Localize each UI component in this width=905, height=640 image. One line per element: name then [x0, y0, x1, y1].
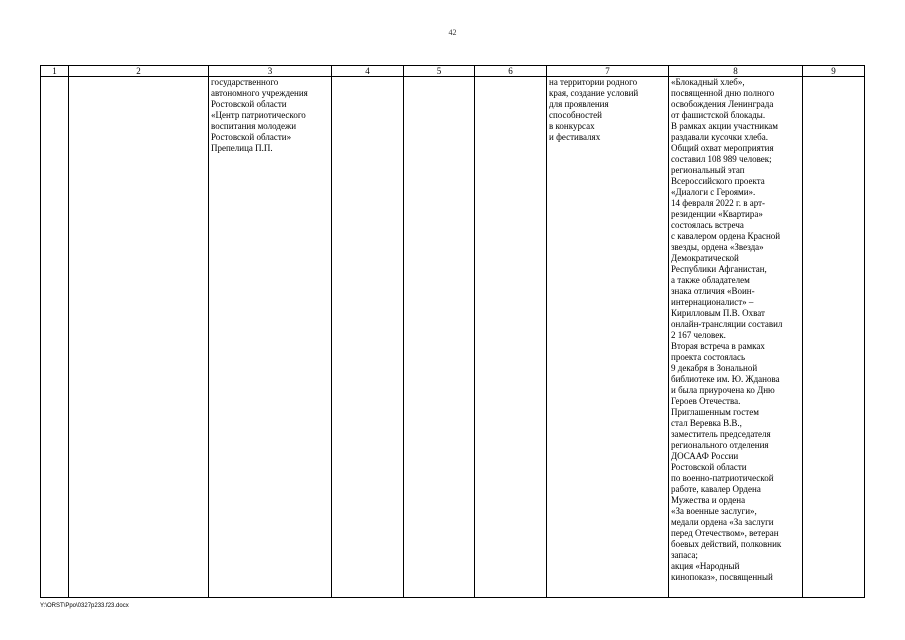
- cell-col-2-text: [71, 77, 206, 597]
- cell-col-5: [404, 77, 475, 598]
- cell-col-4: [332, 77, 404, 598]
- column-header-3: 3: [209, 66, 332, 77]
- cell-col-6-text: [477, 77, 544, 597]
- cell-col-6: [475, 77, 547, 598]
- page-number: 42: [448, 28, 457, 37]
- cell-col-3-text: государственного автономного учреждения Ростовской области «Центр патриотического воспитания молодежи Ростовской области» Препелица П.П.: [211, 77, 308, 153]
- cell-col-3: [209, 77, 332, 598]
- cell-col-2: [69, 77, 209, 598]
- column-header-8: 8: [669, 66, 803, 77]
- cell-col-5-text: [406, 77, 472, 597]
- document-table: [40, 65, 865, 598]
- cell-col-7-text: на территории родного края, создание условий для проявления способностей в конкурсах и фестивалях: [549, 77, 639, 142]
- column-header-4: 4: [332, 66, 404, 77]
- column-header-7: 7: [547, 66, 669, 77]
- cell-col-7: [547, 77, 669, 598]
- cell-col-1-text: [43, 77, 66, 597]
- table-row: [41, 77, 865, 598]
- cell-col-9: [803, 77, 865, 598]
- file-path-footer: Y:\ORST\Ppo\0327p233.f23.docx: [40, 603, 129, 609]
- column-header-9: 9: [803, 66, 865, 77]
- column-header-1: 1: [41, 66, 69, 77]
- cell-col-4-text: [334, 77, 401, 597]
- cell-col-1: [41, 77, 69, 598]
- cell-col-9-text: [805, 77, 862, 597]
- cell-col-8-text: «Блокадный хлеб», посвященной дню полного освобождения Ленинграда от фашистской блокады. В рамках акции участникам раздавали кусочки хлеба. Общий охват мероприятия составил 108 989 человек; региональный этап Всероссийского проекта «Диалоги с Героями». 14 февраля 2022 г. в арт- резиденции «Квартира» состоялась встреча с кавалером ордена Красной звезды, ордена «Звезда» Демократической Республики Афганистан, а также обладателем знака отличия «Воин- интернационалист» – Кирилловым П.В. Охват онлайн-трансляции составил 2 167 человек. Вторая встреча в рамках проекта состоялась 9 декабря в Зональной библиотеке им. Ю. Жданова и была приурочена ко Дню Героев Отечества. Приглашенным гостем стал Веревка В.В., заместитель председателя регионального отделения ДОСААФ России Ростовской области по военно-патриотической работе, кавалер Ордена Мужества и ордена «За военные заслуги», медали ордена «За заслуги перед Отечеством», ветеран боевых действий, полковник запаса; акция «Народный кинопоказ», посвященный: [671, 77, 783, 582]
- column-header-5: 5: [404, 66, 475, 77]
- column-header-2: 2: [69, 66, 209, 77]
- header-row: [41, 66, 865, 77]
- column-header-6: 6: [475, 66, 547, 77]
- cell-col-8: [669, 77, 803, 598]
